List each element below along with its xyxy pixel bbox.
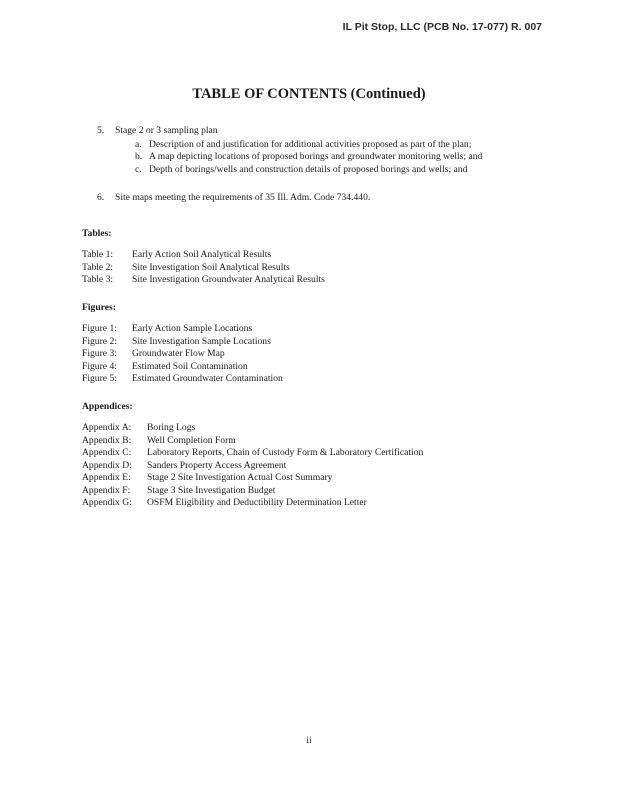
page-title: TABLE OF CONTENTS (Continued) [192, 86, 426, 102]
figures-heading: Figures: [82, 302, 116, 313]
entry-label: Figure 1: [82, 323, 117, 334]
toc-entry [82, 249, 542, 262]
entry-text: OSFM Eligibility and Deductibility Determination Letter [147, 497, 367, 508]
entry-label: Appendix B: [82, 434, 132, 446]
entry-text: Sanders Property Access Agreement [147, 459, 287, 471]
entry-label: Appendix A: [82, 422, 132, 433]
item-text: Site maps meeting the requirements of 35 Ill. Adm. Code 734.440. [115, 192, 371, 203]
toc-entry [82, 485, 542, 498]
entry-text: Stage 3 Site Investigation Budget [147, 484, 276, 496]
tables-section [82, 228, 542, 287]
entry-label: Figure 2: [82, 335, 117, 347]
document-stamp: IL Pit Stop, LLC (PCB No. 17-077) R. 007 [342, 21, 542, 33]
appendices-section [82, 401, 542, 510]
entry-label: Figure 5: [82, 373, 117, 384]
entry-label: Appendix G: [82, 497, 132, 508]
entry-label: Figure 3: [82, 348, 117, 359]
entry-text: Laboratory Reports, Chain of Custody Form & Laboratory Certification [147, 447, 424, 458]
sub-list [135, 139, 537, 177]
entry-label: Table 3: [82, 274, 114, 285]
toc-entry [82, 274, 542, 287]
entry-text: Estimated Soil Contamination [132, 360, 248, 372]
list-item-6 [97, 192, 537, 205]
item-number: 6. [97, 192, 105, 203]
entry-label: Table 1: [82, 249, 114, 260]
item-number: 5. [97, 125, 105, 136]
item-text: Stage 2 or 3 sampling plan [115, 125, 218, 136]
entry-text: Early Action Soil Analytical Results [132, 249, 272, 260]
list-item-5 [97, 125, 537, 138]
entry-text: Site Investigation Sample Locations [132, 335, 271, 347]
toc-entry [82, 472, 542, 485]
entry-text: Site Investigation Groundwater Analytical Results [132, 274, 325, 285]
sub-item-letter: c. [135, 163, 142, 175]
sub-item-a [135, 139, 537, 152]
sub-item-b [135, 151, 537, 164]
page-number: ii [306, 735, 312, 746]
sub-item-letter: b. [135, 151, 143, 162]
toc-entry [82, 262, 542, 275]
toc-entry [82, 336, 542, 349]
entry-label: Appendix C: [82, 447, 132, 458]
entry-text: Stage 2 Site Investigation Actual Cost Summary [147, 472, 333, 483]
sub-item-letter: a. [135, 138, 142, 150]
entry-text: Early Action Sample Locations [132, 323, 253, 334]
toc-entry [82, 435, 542, 448]
sub-item-text: Depth of borings/wells and construction details of proposed borings and wells; and [149, 163, 468, 175]
entry-text: Site Investigation Soil Analytical Results [132, 261, 290, 273]
entry-label: Appendix E: [82, 472, 131, 483]
toc-entry [82, 447, 542, 460]
toc-entry [82, 497, 542, 510]
entry-text: Well Completion Form [147, 434, 236, 446]
toc-entry [82, 323, 542, 336]
toc-entry [82, 460, 542, 473]
entry-label: Table 2: [82, 261, 114, 273]
toc-entry [82, 422, 542, 435]
entry-label: Figure 4: [82, 360, 117, 372]
entry-label: Appendix D: [82, 459, 132, 471]
sub-item-text: A map depicting locations of proposed borings and groundwater monitoring wells; and [149, 151, 483, 162]
toc-entry [82, 348, 542, 361]
numbered-list [97, 125, 537, 205]
entry-text: Estimated Groundwater Contamination [132, 373, 283, 384]
tables-heading: Tables: [82, 228, 112, 239]
figures-section [82, 302, 542, 386]
sub-item-c [135, 164, 537, 177]
entry-text: Groundwater Flow Map [132, 348, 225, 359]
toc-entry [82, 373, 542, 386]
entry-text: Boring Logs [147, 422, 196, 433]
sub-item-text: Description of and justification for additional activities proposed as part of the plan; [149, 138, 472, 150]
appendices-heading: Appendices: [82, 401, 133, 412]
entry-label: Appendix F: [82, 484, 131, 496]
toc-entry [82, 361, 542, 374]
